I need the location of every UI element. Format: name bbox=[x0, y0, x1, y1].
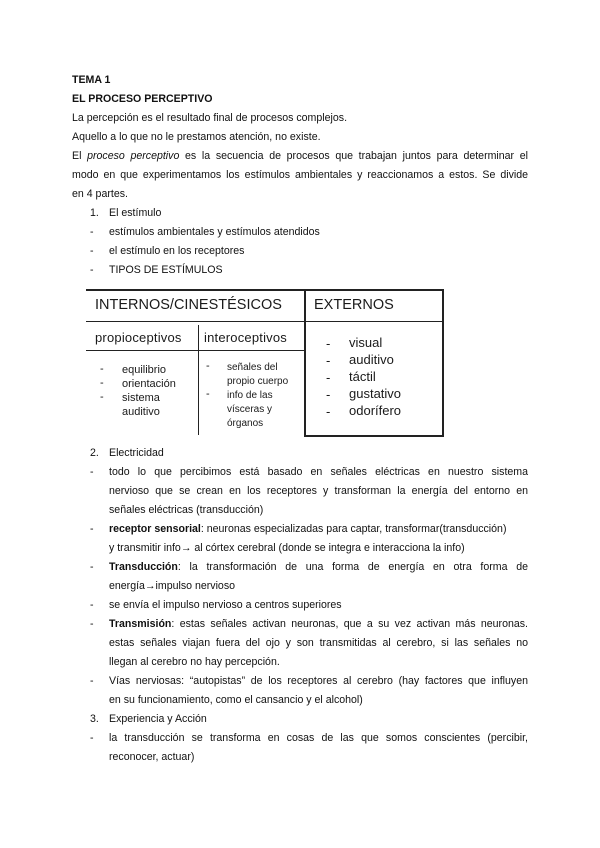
bullet-mark: - bbox=[90, 226, 94, 238]
intero-item: info de las bbox=[227, 390, 273, 401]
list-number-1: 1. bbox=[90, 207, 99, 219]
header-externos: EXTERNOS bbox=[314, 297, 394, 313]
list-number-3: 3. bbox=[90, 713, 99, 725]
table-border-bottom bbox=[304, 435, 444, 437]
bullet-text: señales eléctricas (transducción) bbox=[109, 504, 264, 516]
externos-item: visual bbox=[349, 335, 383, 350]
dash: - bbox=[206, 388, 210, 400]
bullet-text: energía→impulso nervioso bbox=[109, 580, 236, 592]
table-border-right bbox=[442, 289, 444, 437]
list-heading-1: El estímulo bbox=[109, 207, 162, 219]
bullet-mark: - bbox=[90, 675, 94, 687]
intro-line-1: La percepción es el resultado final de procesos complejos. bbox=[72, 112, 348, 124]
table-border-top bbox=[86, 289, 444, 291]
bullet-mark: - bbox=[90, 732, 94, 744]
subheader-interoceptivos: interoceptivos bbox=[204, 330, 288, 345]
intro-line-2: Aquello a lo que no le prestamos atención, no existe. bbox=[72, 131, 321, 143]
dash: - bbox=[206, 360, 210, 372]
bullet-text: se envía el impulso nervioso a centros superiores bbox=[109, 599, 342, 611]
propio-item: equilibrio bbox=[122, 364, 167, 376]
topic-title: TEMA 1 bbox=[72, 74, 111, 86]
dash: - bbox=[326, 370, 331, 385]
bullet-mark: - bbox=[90, 618, 94, 630]
intero-item: órganos bbox=[227, 418, 264, 429]
paragraph-line-3: en 4 partes. bbox=[72, 188, 128, 200]
bullet-mark: - bbox=[90, 264, 94, 276]
dash: - bbox=[326, 387, 331, 402]
bullet-mark: - bbox=[90, 523, 94, 535]
bullet-mark: - bbox=[90, 245, 94, 257]
bullet-text: la transducción se transforma en cosas de las que somos conscientes (percibir, bbox=[109, 732, 528, 744]
intero-item: propio cuerpo bbox=[227, 376, 289, 387]
bullet-text: nervioso que se crean en los receptores y transforman la energía del entorno en bbox=[109, 485, 528, 497]
list-number-2: 2. bbox=[90, 447, 99, 459]
paragraph-line-2: modo en que experimentamos los estímulos ambientales y reaccionamos a estos. Se divide bbox=[72, 169, 528, 181]
dash: - bbox=[326, 404, 331, 419]
dash: - bbox=[326, 353, 331, 368]
section-title: EL PROCESO PERCEPTIVO bbox=[72, 93, 213, 105]
propio-item: auditivo bbox=[122, 406, 160, 418]
dash: - bbox=[100, 363, 104, 375]
table-subcolumn-divider bbox=[198, 325, 199, 435]
bullet-text: llegan al cerebro no hay percepción. bbox=[109, 656, 280, 668]
bullet-mark: - bbox=[90, 561, 94, 573]
header-internos: INTERNOS/CINESTÉSICOS bbox=[95, 297, 282, 313]
dash: - bbox=[100, 377, 104, 389]
bullet-item: el estímulo en los receptores bbox=[109, 245, 245, 257]
externos-item: gustativo bbox=[349, 386, 402, 401]
bullet-mark: - bbox=[90, 599, 94, 611]
propio-item: sistema bbox=[122, 392, 160, 404]
propio-item: orientación bbox=[122, 378, 176, 390]
table-divider bbox=[86, 321, 444, 322]
externos-item: táctil bbox=[349, 369, 376, 384]
subheader-propioceptivos: propioceptivos bbox=[95, 330, 182, 345]
dash: - bbox=[100, 391, 104, 403]
bullet-mark: - bbox=[90, 466, 94, 478]
bullet-text: Transducción: la transformación de una forma de energía en otra forma de bbox=[109, 561, 528, 573]
bullet-text: Transmisión: estas señales activan neuronas, que a su vez activan más neuronas. bbox=[109, 618, 528, 630]
externos-item: odorífero bbox=[349, 403, 402, 418]
table-column-divider bbox=[304, 289, 306, 437]
intero-item: señales del bbox=[227, 362, 278, 373]
bullet-item: estímulos ambientales y estímulos atendidos bbox=[109, 226, 320, 238]
bullet-text: Vías nerviosas: “autopistas” de los receptores al cerebro (hay factores que influyen bbox=[109, 675, 528, 687]
bullet-text: en su funcionamiento, como el cansancio y el alcohol) bbox=[109, 694, 363, 706]
bullet-text: receptor sensorial: neuronas especializadas para captar, transformar(transducción) bbox=[109, 523, 507, 535]
dash: - bbox=[326, 336, 331, 351]
intero-item: vísceras y bbox=[227, 404, 273, 415]
list-heading-3: Experiencia y Acción bbox=[109, 713, 207, 725]
list-heading-2: Electricidad bbox=[109, 447, 164, 459]
table-subdivider bbox=[86, 350, 304, 351]
bullet-text: reconocer, actuar) bbox=[109, 751, 195, 763]
bullet-item: TIPOS DE ESTÍMULOS bbox=[109, 264, 223, 276]
stimulus-types-figure bbox=[86, 289, 444, 437]
bullet-text: y transmitir info→ al córtex cerebral (donde se integra e interacciona la info) bbox=[109, 542, 465, 554]
bullet-text: todo lo que percibimos está basado en señales eléctricas en nuestro sistema bbox=[109, 466, 528, 478]
externos-item: auditivo bbox=[349, 352, 394, 367]
paragraph-line-1: El proceso perceptivo es la secuencia de procesos que trabajan juntos para determinar el bbox=[72, 150, 529, 162]
bullet-text: estas señales viajan fuera del ojo y son transmitidas al cerebro, si las señales no bbox=[109, 637, 528, 649]
